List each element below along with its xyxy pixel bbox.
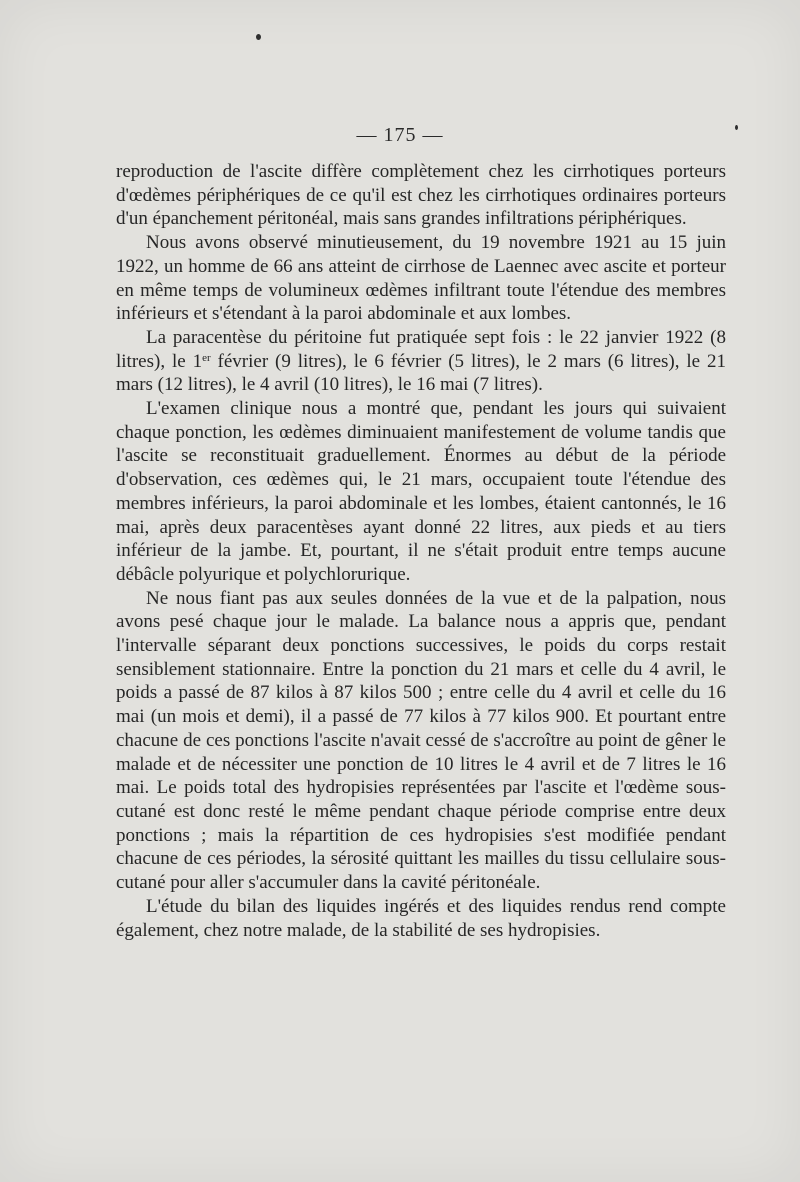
paragraph-1: reproduction de l'ascite diffère complètement chez les cirrhotiques porteurs d'œdèmes périphériques de ce qu'il est chez les cirrhotiques ordinaires porteurs d'un épanchement péritonéal, mais sans grandes infiltrations périphériques. xyxy=(116,161,726,230)
body-text xyxy=(116,160,726,942)
paragraph-6: L'étude du bilan des liquides ingérés et des liquides rendus rend compte également, chez notre malade, de la stabilité de ses hydropisies. xyxy=(116,895,726,941)
page-number: — 175 — xyxy=(356,124,444,146)
ordinal-superscript: er xyxy=(202,351,211,364)
paragraph-3 xyxy=(116,326,726,397)
ink-speck xyxy=(256,34,261,40)
paragraph-4: L'examen clinique nous a montré que, pendant les jours qui suivaient chaque ponction, les œdèmes diminuaient manifestement de volume tandis que l'ascite se reconstituait graduellement. Énormes au début de la période d'observation, ces œdèmes qui, le 21 mars, occupaient toute l'étendue des membres inférieurs, la paroi abdominale et les lombes, étaient cantonnés, le 16 mai, après deux paracentèses ayant donné 22 litres, aux pieds et au tiers inférieur de la jambe. Et, pourtant, il ne s'était produit entre temps aucune débâcle polyurique et polychlorurique. xyxy=(116,398,726,585)
paragraph-3-part-1: La paracentèse du péritoine fut pratiquée sept fois : le 22 janvier 1922 (8 litres), le 1 xyxy=(116,326,726,372)
paragraph-5: Ne nous fiant pas aux seules données de la vue et de la palpation, nous avons pesé chaque jour le malade. La balance nous a appris que, pendant l'intervalle séparant deux ponctions successives, le poids du corps restait sensiblement stationnaire. Entre la ponction du 21 mars et celle du 4 avril, le poids a passé de 87 kilos à 87 kilos 500 ; entre celle du 4 avril et celle du 16 mai (un mois et demi), il a passé de 77 kilos à 77 kilos 900. Et pourtant entre chacune de ces ponctions l'ascite n'avait cessé de s'accroître au point de gêner le malade et de nécessiter une ponction de 10 litres le 4 avril et de 7 litres le 16 mai. Le poids total des hydropisies représentées par l'ascite et l'œdème sous-cutané est donc resté le même pendant chaque période comprise entre deux ponctions ; mais la répartition de ces hydropisies s'est modifiée pendant chacune de ces périodes, la sérosité quittant les mailles du tissu cellulaire sous-cutané pour aller s'accumuler dans la cavité péritonéale. xyxy=(116,587,726,894)
paragraph-3-part-2: février (9 litres), le 6 février (5 litres), le 2 mars (6 litres), le 21 mars (12 litres), le 4 avril (10 litres), le 16 mai (7 litres). xyxy=(116,350,727,396)
paragraph-2: Nous avons observé minutieusement, du 19 novembre 1921 au 15 juin 1922, un homme de 66 ans atteint de cirrhose de Laennec avec ascite et porteur en même temps de volumineux œdèmes infiltrant toute l'étendue des membres inférieurs et s'étendant à la paroi abdominale et aux lombes. xyxy=(116,232,726,325)
